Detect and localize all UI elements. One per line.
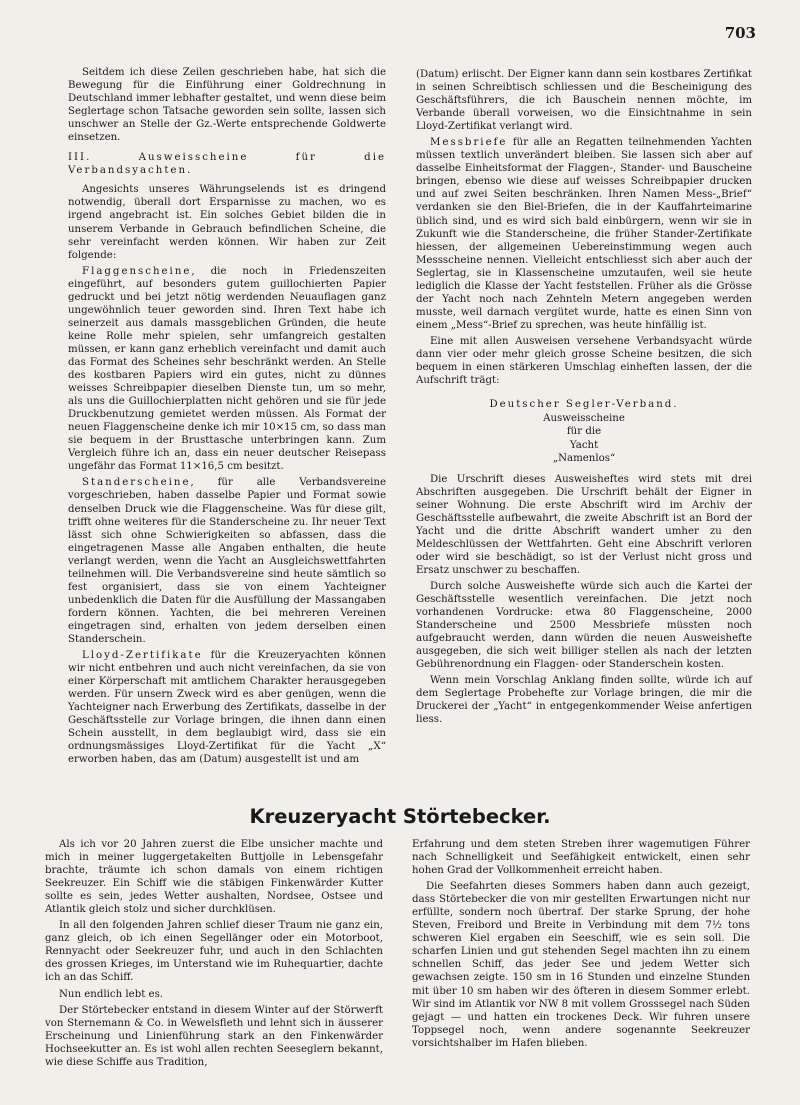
paragraph: Eine mit allen Ausweisen versehene Verbandsyacht würde dann vier oder mehr gleich grosse Scheine besitzen, die sich bequem in einen stärkeren Umschlag einheften lassen, der die Aufschrift trägt: <box>416 335 752 387</box>
paragraph: Durch solche Ausweishefte würde sich auch die Kartei der Geschäftsstelle wesentlich vereinfachen. Die jetzt noch vorhandenen Vordrucke: etwa 80 Flaggenscheine, 2000 Standerscheine und 2500 Messbriefe müssten noch aufgebraucht werden, dann würden die neuen Ausweishefte ausgegeben, die sich weit billiger stellen als nach der letzten Gebührenordnung ein Flaggen- oder Standerschein kosten. <box>416 581 752 671</box>
paragraph-text: , die noch in Friedenszeiten eingeführt, auf besonders gutem guillochierten Papier gedruckt und bei jetzt nötig werdenden Neuauflagen ganz ungewöhnlich teuer geworden sind. Ihren Text habe ich seinerzeit aus damals massgeblichen Gründen, die heute keine Rolle mehr spielen, sehr umfangreich gestalten müssen, er kann ganz erheblich vereinfacht und damit auch das Format des Scheines sehr beschränkt werden. An Stelle des kostbaren Papiers wird ein gutes, nicht zu dünnes weisses Schreibpapier dieselben Dienste tun, um so mehr, als uns die Guillochierplatten nicht gehören und sie für jede Druckbenutzung gemietet werden müssen. Als Format der neuen Flaggenscheine denke ich mir 10×15 cm, so dass man sie bequem in der Brusttasche unterbringen kann. Zum Vergleich führe ich an, dass ein neuer deutscher Reisepass ungefähr das Format 11×16,5 cm besitzt. <box>68 265 386 473</box>
term: Standerscheine <box>82 477 191 489</box>
paragraph-text: , für alle Verbandsvereine vorgeschrieben, haben dasselbe Papier und Format sowie denselben Druck wie die Flaggenscheine. Was für diese gilt, trifft ohne weiteres für die Standerscheine zu. Ihr neuer Text lässt sich ohne Schwierigkeiten so abfassen, dass die eingetragenen Masse alle Angaben enthalten, die heute verlangt werden, wenn die Yacht an Ausgleichswettfahrten teilnehmen will. Die Verbandsvereine sind heute sämtlich so fest organisiert, dass sie von einem Yachteigner unbedenklich die Daten für die Ausfüllung der Massangaben fordern können. Yachten, die bei mehreren Vereinen eingetragen sind, erhalten von jedem derselben einen Standerschein. <box>68 477 386 645</box>
column-top-right <box>416 68 752 727</box>
paragraph: Als ich vor 20 Jahren zuerst die Elbe unsicher machte und mich in meiner luggergetakelten Buttjolle in Lebensgefahr brachte, träumte ich schon damals von einem richtigen Seekreuzer. Ein Schiff wie die stäbigen Finkenwärder Kutter sollte es sein, jedes Wetter aushalten, Nordsee, Ostsee und Atlantik gleich stolz und sicher durchklüsen. <box>45 839 383 916</box>
paragraph <box>68 265 386 474</box>
paragraph: Der Störtebecker entstand in diesem Winter auf der Störwerft von Sternemann & Co. in Wewelsfleth und lehnt sich in äusserer Erscheinung und Linienführung stark an den Finkenwärder Hochseekutter an. Es ist wohl allen rechten Seeseglern bekannt, wie diese Schiffe aus Tradition, <box>45 1004 383 1068</box>
paragraph: Die Seefahrten dieses Sommers haben dann auch gezeigt, dass Störtebecker die von mir gestellten Erwartungen nicht nur erfüllte, sondern noch übertraf. Der starke Sprung, der hohe Steven, Freibord und Breite in Verbindung mit dem 7½ tons schweren Kiel ergaben ein Seeschiff, wie es sein soll. Die scharfen Linien und gut stehenden Segel machten ihn zu einem schnellen Schiff, das jeder See und jedem Wetter sich gewachsen zeigte. 150 sm in 16 Stunden und einzelne Stunden mit über 10 sm haben wir des öfteren in diesem Sommer erlebt. Wir sind im Atlantik vor NW 8 mit vollem Grosssegel nach Süden gejagt — und hatten ein trockenes Deck. Wir fuhren unsere Toppsegel noch, wenn andere sogenannte Seekreuzer vorsichtshalber im Hafen blieben. <box>412 881 750 1049</box>
paragraph: Die Urschrift dieses Ausweisheftes wird stets mit drei Abschriften ausgegeben. Die Urschrift behält der Eigner in seiner Wohnung. Die erste Abschrift wird im Archiv der Geschäftsstelle aufbewahrt, die zweite Abschrift ist an Bord der Yacht und die dritte Abschrift wandert umher zu den Meldeschlüssen der Wettfahrten. Geht eine Abschrift verloren oder wird sie beschädigt, so ist der Verlust nicht gross und Ersatz unschwer zu beschaffen. <box>416 473 752 576</box>
inscription-line: „Namenlos“ <box>552 453 616 465</box>
column-top-left <box>68 66 386 766</box>
inscription-line: Yacht <box>569 439 599 451</box>
inscription-line: Deutscher Segler-Verband. <box>489 399 679 411</box>
paragraph <box>416 136 752 332</box>
paragraph-text: für die Kreuzeryachten können wir nicht entbehren und auch nicht vereinfachen, da sie von einer Körperschaft mit amtlichem Charakter herausgegeben werden. Für unsern Zweck wird es aber genügen, wenn die Yachteigner nach Erwerbung des Zertifikats, dasselbe in der Geschäftsstelle zur Vorlage bringen, die ihnen dann einen Schein ausstellt, in dem beglaubigt wird, dass sie ein ordnungsmässiges Lloyd-Zertifikat für die Yacht „X“ erworben haben, das am (Datum) ausgestellt ist und am <box>68 650 386 766</box>
paragraph-text: für alle an Regatten teilnehmenden Yachten müssen textlich unverändert bleiben. Sie lassen sich aber auf dasselbe Einheitsformat der Flaggen-, Stander- und Bauscheine bringen, ebenso wie diese auf weisses Schreibpapier drucken und auf zwei Seiten beschränken. Ihren Namen Mess-„Brief“ verdanken sie den Biel-Briefen, die in der Kauffahrteimarine üblich sind, und es wird sich bald einbürgern, wenn wir sie in Zukunft wie die Standerscheine, die früher Stander-Zertifikate hiessen, der allgemeinen Uebereinstimmung wegen auch Messscheine nennen. Vielleicht entschliesst sich aber auch der Seglertag, sie in Klassenscheine umzutaufen, weil sie heute lediglich die Klasse der Yacht feststellen. Früher als die Grösse der Yacht noch nach Zehnteln Metern angegeben werden musste, weil darnach vergütet wurde, hatte es einen Sinn von einem „Mess“-Brief zu sprechen, was heute hinfällig ist. <box>416 137 752 331</box>
inscription-line: Ausweisscheine <box>543 412 625 424</box>
paragraph: In all den folgenden Jahren schlief dieser Traum nie ganz ein, ganz gleich, ob ich einen Segellänger oder ein Motorboot, Rennyacht oder Seekreuzer fuhr, und auch in den Schlachten des grossen Krieges, im Unterstand wie im Ruhequartier, dachte ich an das Schiff. <box>45 920 383 984</box>
paragraph: (Datum) erlischt. Der Eigner kann dann sein kostbares Zertifikat in seinen Schreibtisch schliessen und die Bescheinigung des Geschäftsführers, die ich Bauschein nennen möchte, im Verbande überall vorweisen, wo die Einsichtnahme in sein Lloyd-Zertifikat verlangt wird. <box>416 69 752 133</box>
paragraph <box>68 649 386 766</box>
column-bottom-right <box>412 838 750 1050</box>
term: Flaggenscheine <box>82 265 192 277</box>
paragraph: Angesichts unseres Währungselends ist es dringend notwendig, überall dort Ersparnisse zu machen, wo es irgend angebracht ist. Ein solches Gebiet bilden die in unserem Verbande in Gebrauch befindlichen Scheine, die sehr vereinfacht werden können. Wir haben zur Zeit folgende: <box>68 184 386 261</box>
article-title: Kreuzeryacht Störtebecker. <box>249 805 551 828</box>
column-bottom-left <box>45 838 383 1069</box>
section-heading: III. Ausweisscheine für die Verbandsyachten. <box>68 152 386 177</box>
paragraph: Erfahrung und dem steten Streben ihrer wagemutigen Führer nach Schnelligkeit und Seefähigkeit entwickelt, einen sehr hohen Grad der Vollkommenheit erreicht haben. <box>412 839 750 877</box>
paragraph: Wenn mein Vorschlag Anklang finden sollte, würde ich auf dem Seglertage Probehefte zur Vorlage bringen, die mir die Druckerei der „Yacht“ in entgegenkommender Weise anfertigen liess. <box>416 675 752 726</box>
cover-inscription <box>416 398 752 466</box>
term: Messbriefe <box>430 137 508 149</box>
term: Lloyd-Zertifikate <box>82 650 203 662</box>
paragraph <box>68 476 386 646</box>
paragraph: Nun endlich lebt es. <box>59 988 164 1000</box>
inscription-line: für die <box>566 426 602 438</box>
page-number: 703 <box>724 24 756 42</box>
paragraph: Seitdem ich diese Zeilen geschrieben habe, hat sich die Bewegung für die Einführung einer Goldrechnung in Deutschland immer lebhafter gestaltet, und wenn diese beim Seglertage schon Tatsache geworden sein sollte, lassen sich unschwer an Stelle der Gz.-Werte entsprechende Goldwerte einsetzen. <box>68 67 386 144</box>
